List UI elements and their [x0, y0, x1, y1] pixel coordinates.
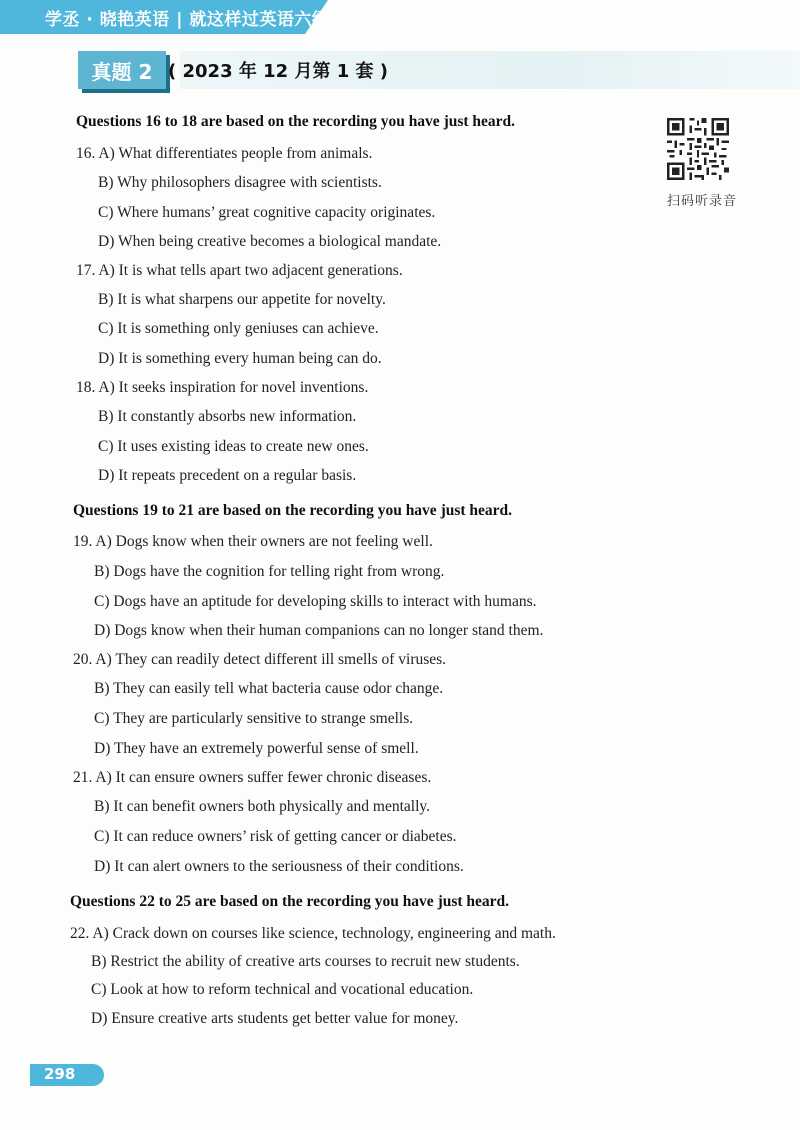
question-option: B) It can benefit owners both physically and mentally.: [94, 798, 431, 815]
question-option: C) It is something only geniuses can achieve.: [98, 320, 379, 337]
question-number: 19.: [73, 533, 93, 550]
question-option: A) It is what tells apart two adjacent generations.: [98, 262, 403, 279]
question-option: A) Crack down on courses like science, technology, engineering and math.: [92, 925, 556, 942]
question-option: B) Dogs have the cognition for telling right from wrong.: [94, 563, 445, 580]
question-option: D) It repeats precedent on a regular basis.: [98, 467, 357, 484]
question-option: B) They can easily tell what bacteria cause odor change.: [94, 680, 444, 697]
question-number: 21.: [73, 769, 93, 786]
question-option: B) It is what sharpens our appetite for novelty.: [98, 291, 386, 308]
section-heading: Questions 22 to 25 are based on the recording you have just heard.: [70, 893, 510, 910]
series-title: 学丞 · 晓艳英语 | 就这样过英语六级: [45, 10, 330, 30]
question-option: C) Dogs have an aptitude for developing skills to interact with humans.: [94, 593, 537, 610]
question-item: [73, 650, 446, 670]
exam-date: ( 2023 年 12 月第 1 套 ): [168, 61, 388, 82]
question-option: D) It is something every human being can do.: [98, 350, 382, 367]
question-item: [76, 144, 372, 164]
question-number: 16.: [76, 145, 96, 162]
question-option: A) They can readily detect different ill smells of viruses.: [95, 651, 447, 668]
question-option: B) Restrict the ability of creative arts courses to recruit new students.: [91, 953, 520, 970]
question-option: B) Why philosophers disagree with scientists.: [98, 174, 382, 191]
question-option: C) Where humans’ great cognitive capacity originates.: [98, 204, 436, 221]
question-number: 20.: [73, 651, 93, 668]
question-item: [70, 924, 556, 944]
question-number: 22.: [70, 925, 90, 942]
section-heading: Questions 16 to 18 are based on the recording you have just heard.: [76, 113, 516, 130]
question-option: A) What differentiates people from animals.: [98, 145, 373, 162]
question-option: C) They are particularly sensitive to strange smells.: [94, 710, 414, 727]
question-option: C) It can reduce owners’ risk of getting cancer or diabetes.: [94, 828, 457, 845]
question-option: C) It uses existing ideas to create new ones.: [98, 438, 369, 455]
question-option: D) Ensure creative arts students get better value for money.: [91, 1010, 459, 1027]
question-item: [73, 532, 433, 552]
question-option: C) Look at how to reform technical and vocational education.: [91, 981, 474, 998]
question-option: A) Dogs know when their owners are not feeling well.: [95, 533, 433, 550]
question-number: 18.: [76, 379, 96, 396]
question-option: B) It constantly absorbs new information.: [98, 408, 357, 425]
question-option: D) When being creative becomes a biological mandate.: [98, 233, 442, 250]
question-option: A) It seeks inspiration for novel inventions.: [98, 379, 369, 396]
question-option: D) It can alert owners to the seriousness of their conditions.: [94, 858, 464, 875]
section-heading: Questions 19 to 21 are based on the recording you have just heard.: [73, 502, 513, 519]
question-option: A) It can ensure owners suffer fewer chronic diseases.: [95, 769, 432, 786]
question-option: D) They have an extremely powerful sense of smell.: [94, 740, 419, 757]
question-item: [76, 378, 368, 398]
question-item: [73, 768, 431, 788]
page-number: 298: [44, 1065, 76, 1083]
question-option: D) Dogs know when their human companions can no longer stand them.: [94, 622, 544, 639]
question-item: [76, 261, 403, 281]
exam-label-box: 真题 2: [78, 51, 166, 89]
qr-caption: 扫码听录音: [666, 194, 737, 209]
question-number: 17.: [76, 262, 96, 279]
